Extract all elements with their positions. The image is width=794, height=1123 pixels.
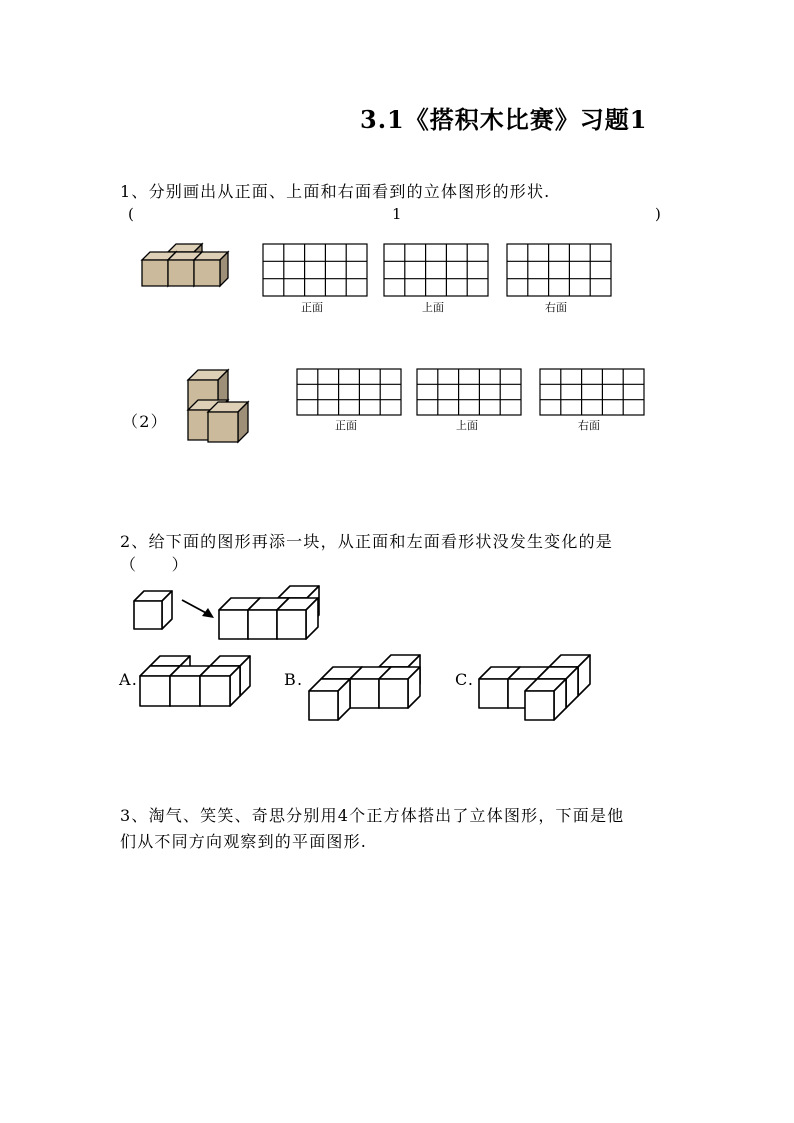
question-2-answer-blank: （ ） (120, 555, 189, 574)
q1-2-right-caption: 右面 (578, 419, 600, 432)
cube-outline (525, 679, 566, 720)
q2-base-figure (216, 586, 336, 642)
q1-1-top-grid (383, 243, 489, 297)
option-a-label: A. (119, 670, 139, 689)
q1-1-right-grid (506, 243, 612, 297)
page-title: 3.1《搭积木比赛》习题1 (360, 105, 648, 134)
q1-item1-label: 1 (392, 205, 402, 223)
q1-item2-label: （2） (122, 412, 168, 431)
q1-2-front-caption: 正面 (335, 419, 357, 432)
q2-single-cube (132, 589, 182, 631)
q1-paren-open: ( (128, 205, 134, 223)
q1-2-top-grid (416, 368, 522, 416)
q1-paren-close: ) (655, 205, 661, 223)
question-3-line-2: 们从不同方向观察到的平面图形. (120, 832, 368, 851)
q1-1-front-caption: 正面 (301, 301, 323, 314)
option-b-figure (307, 645, 439, 710)
q1-2-right-grid (539, 368, 645, 416)
cube-outline (134, 591, 172, 629)
option-b-label: B. (284, 670, 304, 689)
q1-2-front-grid (296, 368, 402, 416)
option-c-label: C. (455, 670, 475, 689)
q1-2-top-caption: 上面 (456, 419, 478, 432)
cube-outline (277, 598, 318, 639)
cube-outline (200, 666, 240, 706)
option-c-figure (477, 645, 597, 710)
cube (194, 252, 228, 286)
q1-figure-1-cubes (138, 238, 238, 298)
question-2-text: 2、给下面的图形再添一块，从正面和左面看形状没发生变化的是 (120, 532, 613, 551)
cube-outline (309, 679, 350, 720)
q1-figure-2-cubes (185, 368, 265, 448)
question-3-line-1: 3、淘气、笑笑、奇思分别用4个正方体搭出了立体图形，下面是他 (120, 806, 625, 825)
cube (208, 402, 248, 442)
q1-1-top-caption: 上面 (422, 301, 444, 314)
q1-1-front-grid (262, 243, 368, 297)
option-a-figure (138, 650, 258, 710)
cube-outline (379, 667, 420, 708)
q2-arrow (180, 598, 220, 622)
q1-1-right-caption: 右面 (545, 301, 567, 314)
question-1-text: 1、分别画出从正面、上面和右面看到的立体图形的形状. (120, 182, 551, 201)
